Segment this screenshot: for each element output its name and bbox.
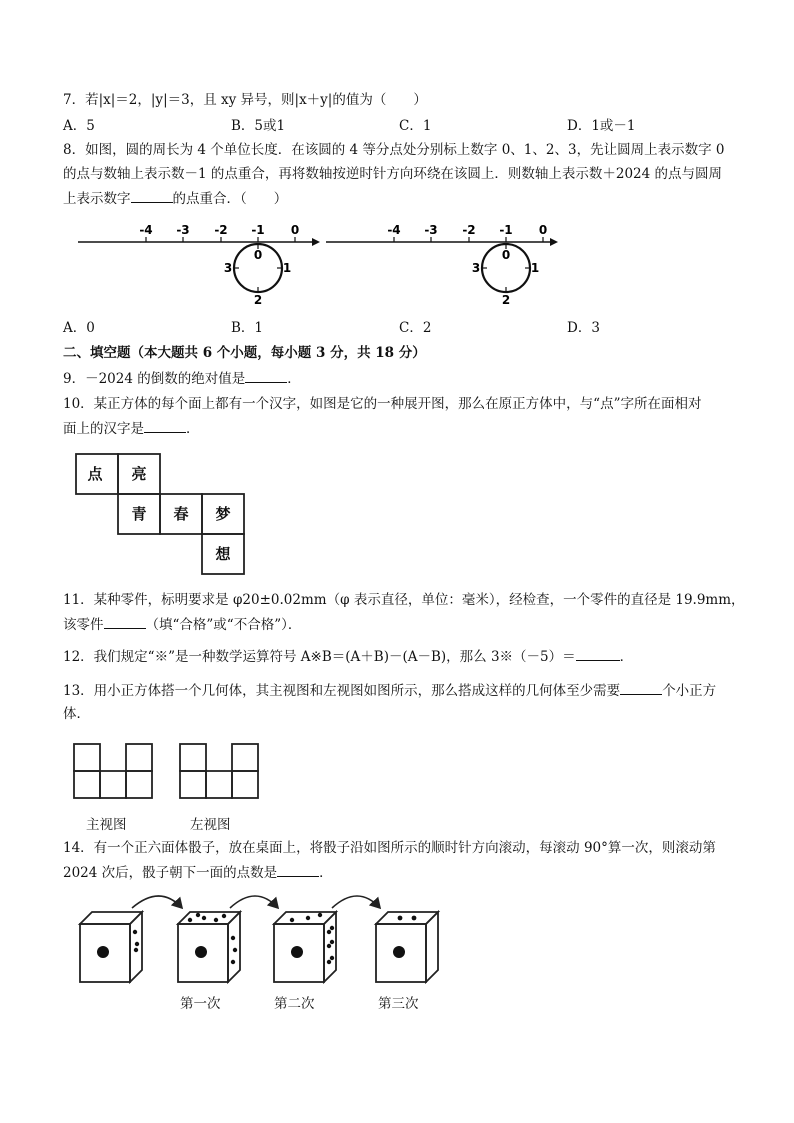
q14-line1: 14．有一个正六面体骰子，放在桌面上，将骰子沿如图所示的顺时针方向滚动，每滚动 90°算一次，则滚动第 — [63, 840, 716, 856]
q11-line1: 11．某种零件，标明要求是 φ20±0.02mm（φ 表示直径，单位：毫米），经检查，一个零件的直径是 19.9mm， — [63, 592, 745, 608]
q8-number-line-figures — [66, 218, 562, 310]
q12-end: ． — [619, 649, 634, 665]
q13-line1-end: 个小正方 — [662, 683, 717, 699]
q14-dice-figure — [70, 888, 450, 988]
q8-right-tick-m1: -1 — [499, 223, 513, 237]
q8-line3-end: 的点重合．（ ） — [172, 191, 288, 207]
q8-left-circle-0: 0 — [253, 248, 263, 262]
q7-options — [63, 116, 743, 136]
q8-right-circle-1: 1 — [530, 261, 540, 275]
q13-line1 — [63, 680, 716, 701]
q10-line2-text: 面上的汉字是 — [63, 421, 144, 437]
q14-caption-first: 第一次 — [180, 996, 221, 1012]
q8-left-tick-m3: -3 — [176, 223, 190, 237]
net-char-dian: 点 — [87, 465, 103, 483]
q10-answer-blank — [144, 418, 186, 433]
q9-end: ． — [287, 371, 301, 387]
q14-caption-third: 第三次 — [378, 996, 419, 1012]
q14-line2 — [63, 862, 333, 883]
q8-line2: 的点与数轴上表示数－1 的点重合，再将数轴按逆时针方向环绕在该圆上．则数轴上表示数＋2024 的点与圆周 — [63, 166, 723, 182]
q13-caption-front-view: 主视图 — [86, 817, 127, 833]
q13-line1-text: 13．用小正方体搭一个几何体，其主视图和左视图如图所示，那么搭成这样的几何体至少需要 — [63, 683, 621, 699]
q11-answer-blank — [104, 614, 146, 629]
q8-answer-blank — [131, 188, 173, 203]
q7-option-a[interactable]: A．5 — [63, 118, 95, 134]
q7-option-b[interactable]: B．5或1 — [231, 118, 286, 134]
q8-line1: 8．如图，圆的周长为 4 个单位长度．在该圆的 4 等分点处分别标上数字 0、1、2、3，先让圆周上表示数字 0 — [63, 142, 725, 158]
q12-answer-blank — [576, 646, 620, 661]
section-title-fill-in: 二、填空题（本大题共 6 个小题，每小题 3 分，共 18 分） — [63, 345, 426, 361]
q14-line2-text: 2024 次后，骰子朝下一面的点数是 — [63, 865, 278, 881]
q10-cube-net — [74, 452, 250, 578]
q8-right-circle-3: 3 — [471, 261, 481, 275]
q8-right-tick-m4: -4 — [387, 223, 401, 237]
roll-arrow-3 — [332, 896, 380, 908]
die-2 — [178, 912, 240, 982]
q8-left-circle-2: 2 — [253, 293, 263, 307]
net-char-xiang: 想 — [215, 545, 231, 563]
q9-text: 9．－2024 的倒数的绝对值是 — [63, 371, 246, 387]
die-1 — [80, 912, 142, 982]
q12-text: 12．我们规定“※”是一种数学运算符号 A※B＝(A＋B)－(A－B)，那么 3※（－5）＝ — [63, 649, 576, 665]
left-view-grid — [180, 744, 258, 798]
q8-left-tick-m4: -4 — [139, 223, 153, 237]
net-char-qing: 青 — [131, 505, 147, 523]
front-view-grid — [74, 744, 152, 798]
q11-line2 — [63, 614, 301, 635]
q8-option-b[interactable]: B．1 — [231, 320, 264, 336]
net-char-meng: 梦 — [215, 505, 231, 523]
q13-line2: 体． — [63, 706, 90, 722]
q13-caption-left-view: 左视图 — [190, 817, 231, 833]
q8-options — [63, 318, 743, 338]
roll-arrow-2 — [230, 896, 278, 908]
q14-answer-blank — [277, 862, 319, 877]
q13-answer-blank — [620, 680, 662, 695]
die-3 — [274, 912, 336, 982]
q7-option-d[interactable]: D．1或－1 — [567, 118, 636, 134]
q8-right-tick-m3: -3 — [424, 223, 438, 237]
q7-option-c[interactable]: C．1 — [399, 118, 432, 134]
die-4 — [376, 912, 438, 982]
q8-right-tick-m2: -2 — [462, 223, 476, 237]
q8-option-d[interactable]: D．3 — [567, 320, 600, 336]
q14-caption-second: 第二次 — [274, 996, 315, 1012]
q8-left-tick-m1: -1 — [251, 223, 265, 237]
q11-line2-end: （填“合格”或“不合格”）． — [145, 617, 302, 633]
q9-answer-blank — [245, 368, 287, 383]
q7-stem: 7．若|x|＝2，|y|＝3，且 xy 异号，则|x＋y|的值为（ ） — [63, 92, 427, 108]
q8-figure-left — [78, 223, 320, 307]
q11-line2-text: 该零件 — [63, 617, 104, 633]
q8-right-circle-2: 2 — [501, 293, 511, 307]
q8-left-circle-3: 3 — [223, 261, 233, 275]
q12 — [63, 646, 633, 667]
net-char-liang: 亮 — [131, 465, 147, 483]
q8-right-tick-0: 0 — [538, 223, 548, 237]
q8-line3 — [63, 188, 287, 209]
q10-line2-end: ． — [186, 421, 200, 437]
q10-line1: 10．某正方体的每个面上都有一个汉字，如图是它的一种展开图，那么在原正方体中，与“点”字所在面相对 — [63, 396, 702, 412]
q10-line2 — [63, 418, 200, 439]
q8-left-tick-0: 0 — [290, 223, 300, 237]
q8-line3-text: 上表示数字 — [63, 191, 131, 207]
q8-option-a[interactable]: A．0 — [63, 320, 95, 336]
q13-views — [72, 742, 262, 802]
q14-line2-end: ． — [319, 865, 333, 881]
net-char-chun: 春 — [173, 505, 189, 523]
q8-left-tick-m2: -2 — [214, 223, 228, 237]
q8-right-circle-0: 0 — [501, 248, 511, 262]
q8-figure-right — [326, 223, 558, 307]
q8-left-circle-1: 1 — [282, 261, 292, 275]
q9 — [63, 368, 301, 389]
roll-arrow-1 — [132, 896, 182, 908]
q8-option-c[interactable]: C．2 — [399, 320, 432, 336]
